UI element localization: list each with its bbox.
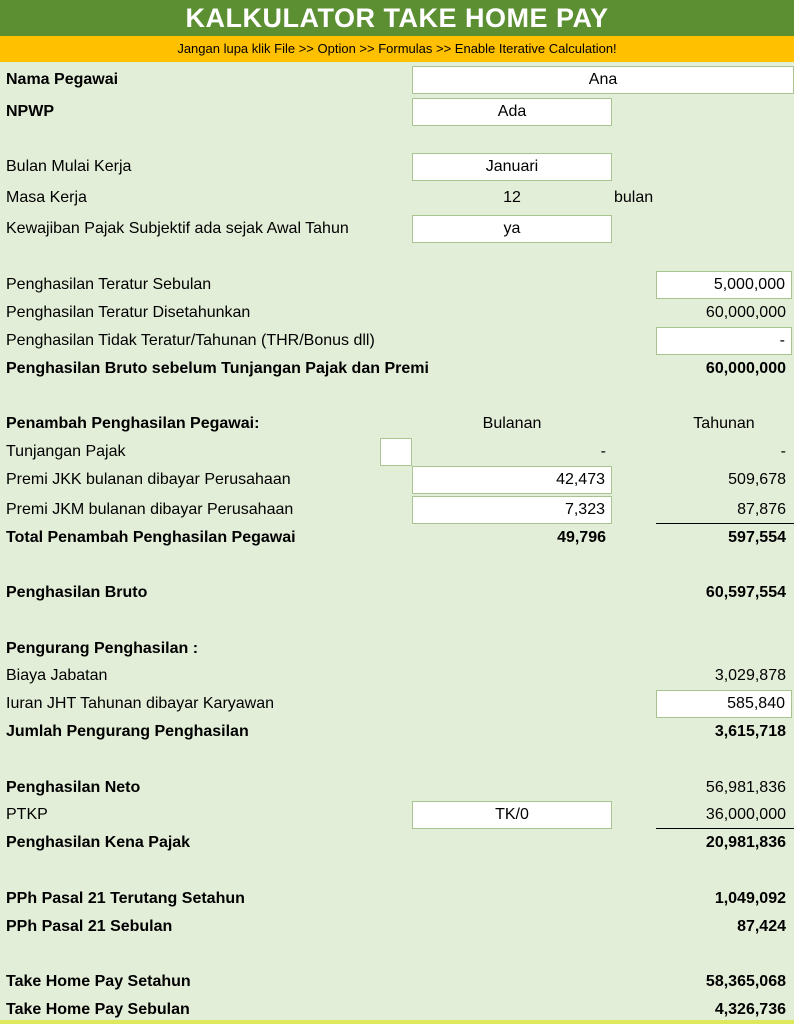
row-jkm-premium	[0, 496, 794, 524]
calculator-sheet	[0, 64, 794, 1024]
tax-obligation-label: Kewajiban Pajak Subjektif ada sejak Awal Tahun	[6, 220, 349, 237]
net-income-value: 56,981,836	[705, 779, 786, 796]
row-tax-allowance	[0, 438, 794, 466]
col-yearly-header: Tahunan	[693, 415, 755, 432]
jkk-premium-input[interactable]: 42,473	[412, 466, 612, 494]
jkm-premium-label: Premi JKM bulanan dibayar Perusahaan	[6, 501, 294, 518]
start-month-select[interactable]: Januari	[412, 153, 612, 181]
bottom-accent-bar	[0, 1020, 794, 1024]
annual-take-home-label: Take Home Pay Setahun	[6, 973, 191, 990]
monthly-take-home-value: 4,326,736	[714, 1001, 786, 1018]
tax-allowance-label: Tunjangan Pajak	[6, 443, 126, 460]
employee-name-label: Nama Pegawai	[6, 71, 119, 88]
tax-allowance-monthly: -	[600, 443, 606, 460]
row-deductions-header	[0, 635, 794, 663]
row-additions-header	[0, 410, 794, 438]
deductions-section-label: Pengurang Penghasilan :	[6, 640, 199, 657]
ptkp-status-select[interactable]: TK/0	[412, 801, 612, 829]
row-taxable-income	[0, 829, 794, 857]
additions-total-monthly: 49,796	[557, 529, 606, 546]
ptkp-label: PTKP	[6, 806, 48, 823]
row-tax-obligation	[0, 215, 794, 243]
row-annualized-income	[0, 299, 794, 327]
npwp-label: NPWP	[6, 103, 54, 120]
monthly-regular-income-label: Penghasilan Teratur Sebulan	[6, 276, 212, 293]
row-annual-tax	[0, 885, 794, 913]
net-income-label: Penghasilan Neto	[6, 779, 141, 796]
tax-allowance-yearly: -	[780, 443, 786, 460]
deductions-total-label: Jumlah Pengurang Penghasilan	[6, 723, 249, 740]
row-monthly-regular-income	[0, 271, 794, 299]
page-title: KALKULATOR TAKE HOME PAY	[0, 0, 794, 36]
row-net-income	[0, 774, 794, 802]
row-start-month	[0, 153, 794, 181]
work-period-label: Masa Kerja	[6, 189, 87, 206]
jht-input[interactable]: 585,840	[656, 690, 792, 718]
row-monthly-tax	[0, 913, 794, 941]
row-employee-name	[0, 66, 794, 94]
jkk-premium-label: Premi JKK bulanan dibayar Perusahaan	[6, 471, 291, 488]
notice-banner: Jangan lupa klik File >> Option >> Formulas >> Enable Iterative Calculation!	[0, 36, 794, 62]
jkk-premium-yearly: 509,678	[728, 471, 786, 488]
position-cost-label: Biaya Jabatan	[6, 667, 108, 684]
annual-tax-label: PPh Pasal 21 Terutang Setahun	[6, 890, 245, 907]
row-ptkp	[0, 801, 794, 829]
jkm-premium-yearly: 87,876	[737, 501, 786, 518]
jht-label: Iuran JHT Tahunan dibayar Karyawan	[6, 695, 275, 712]
row-additions-total	[0, 524, 794, 552]
employee-name-input[interactable]: Ana	[412, 66, 794, 94]
row-gross-before	[0, 355, 794, 383]
tax-obligation-select[interactable]: ya	[412, 215, 612, 243]
row-work-period	[0, 184, 794, 212]
row-jkk-premium	[0, 466, 794, 494]
work-period-value: 12	[503, 189, 521, 206]
position-cost-value: 3,029,878	[714, 667, 786, 684]
monthly-take-home-label: Take Home Pay Sebulan	[6, 1001, 190, 1018]
row-irregular-income	[0, 327, 794, 355]
jkm-premium-input[interactable]: 7,323	[412, 496, 612, 524]
monthly-tax-label: PPh Pasal 21 Sebulan	[6, 918, 173, 935]
row-jht	[0, 690, 794, 718]
taxable-income-value: 20,981,836	[705, 834, 786, 851]
row-position-cost	[0, 662, 794, 690]
taxable-income-label: Penghasilan Kena Pajak	[6, 834, 191, 851]
deductions-total-value: 3,615,718	[714, 723, 786, 740]
annual-take-home-value: 58,365,068	[705, 973, 786, 990]
gross-before-label: Penghasilan Bruto sebelum Tunjangan Pajak dan Premi	[6, 360, 429, 377]
row-deductions-total	[0, 718, 794, 746]
irregular-income-label: Penghasilan Tidak Teratur/Tahunan (THR/Bonus dll)	[6, 332, 375, 349]
monthly-regular-income-input[interactable]: 5,000,000	[656, 271, 792, 299]
ptkp-value: 36,000,000	[705, 806, 786, 823]
annualized-income-label: Penghasilan Teratur Disetahunkan	[6, 304, 251, 321]
row-annual-take-home	[0, 968, 794, 996]
annual-tax-value: 1,049,092	[714, 890, 786, 907]
tax-allowance-checkbox[interactable]	[380, 438, 412, 466]
additions-section-label: Penambah Penghasilan Pegawai:	[6, 415, 260, 432]
npwp-select[interactable]: Ada	[412, 98, 612, 126]
monthly-tax-value: 87,424	[737, 918, 786, 935]
gross-before-value: 60,000,000	[705, 360, 786, 377]
col-monthly-header: Bulanan	[482, 415, 542, 432]
row-npwp	[0, 98, 794, 126]
work-period-unit: bulan	[614, 189, 654, 206]
irregular-income-input[interactable]: -	[656, 327, 792, 355]
additions-total-label: Total Penambah Penghasilan Pegawai	[6, 529, 296, 546]
gross-income-value: 60,597,554	[705, 584, 786, 601]
start-month-label: Bulan Mulai Kerja	[6, 158, 132, 175]
annualized-income-value: 60,000,000	[705, 304, 786, 321]
gross-income-label: Penghasilan Bruto	[6, 584, 148, 601]
additions-total-yearly: 597,554	[728, 529, 786, 546]
row-gross-income	[0, 579, 794, 607]
